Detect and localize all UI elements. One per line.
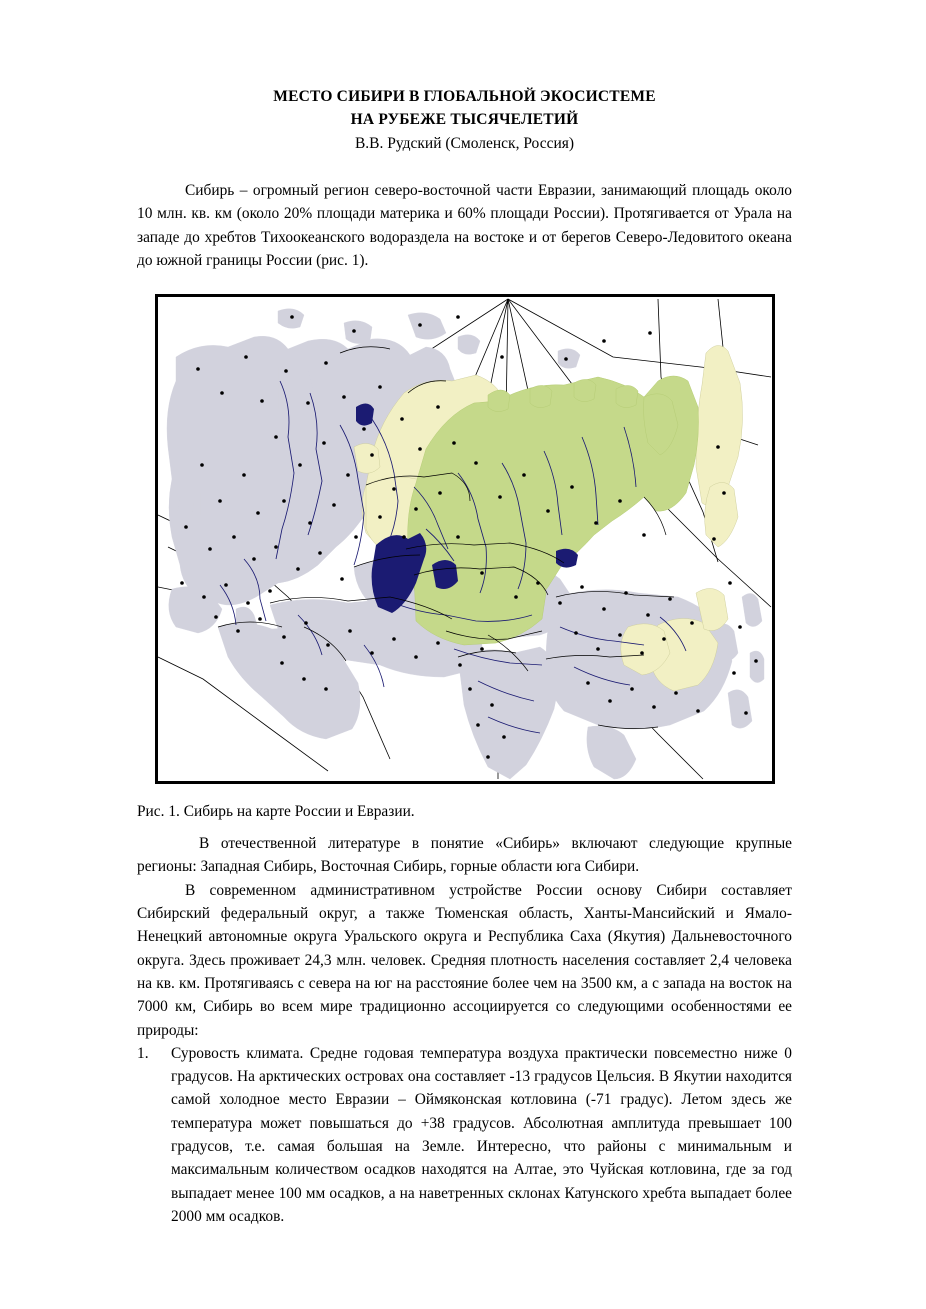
page-content bbox=[137, 86, 792, 1228]
author-byline: В.В. Рудский (Смоленск, Россия) bbox=[354, 135, 575, 152]
aral-sea bbox=[432, 560, 458, 589]
list-item bbox=[137, 1042, 792, 1228]
paragraph-intro: Сибирь – огромный регион северо-восточной части Евразии, занимающий площадь около 10 млн. кв. км (около 20% площади материка и 60% площади России). Протягивается от Урала на западе до хребтов Тихоокеанского водораздела на востоке и от берегов Северо-Ледовитого океана до южной границы России (рис. 1). bbox=[137, 182, 792, 269]
map-image bbox=[155, 294, 775, 784]
northern-lake bbox=[356, 404, 374, 426]
eurasia-map-svg bbox=[158, 297, 772, 781]
paragraph-regions: В отечественной литературе в понятие «Сибирь» включают следующие крупные регионы: Западная Сибирь, Восточная Сибирь, горные области юга Сибири. bbox=[137, 835, 792, 876]
list-item-number: 1. bbox=[137, 1044, 149, 1062]
figure-1 bbox=[137, 294, 792, 784]
title-line-2: НА РУБЕЖЕ ТЫСЯЧЕЛЕТИЙ bbox=[350, 110, 579, 128]
page-title bbox=[137, 86, 792, 131]
figure-caption: Рис. 1. Сибирь на карте России и Евразии. bbox=[137, 803, 415, 821]
list-item-text: Суровость климата. Средне годовая температура воздуха практически повсеместно ниже 0 градусов. На арктических островах она составляет -13 градусов Цельсия. В Якутии находится самой холодное место Евразии – Оймяконская котловина (-71 градус). Летом здесь же температура может повышаться до +38 градусов. Абсолютная амплитуда превышает 100 градусов, т.е. самая большая на Земле. Интересно, что районы с минимальным и максимальным количеством осадков находятся на Алтае, это Чуйская котловина, где за год выпадает менее 100 мм осадков, а на наветренных склонах Катунского хребта выпадает более 2000 мм осадков. bbox=[171, 1044, 792, 1225]
paragraph-administrative: В современном административном устройстве России основу Сибири составляет Сибирский федеральный округ, а также Тюменская область, Ханты-Мансийский и Ямало-Ненецкий автономные округа Уральского округа и Республика Саха (Якутия) Дальневосточного округа. Здесь проживает 24,3 млн. человек. Средняя плотность населения составляет 2,4 человека на кв. км. Протягиваясь с севера на юг на расстояние более чем на 3500 км, а с запада на восток на 7000 км, Сибирь во всем мире традиционно ассоциируется со следующими особенностями ее природы: bbox=[137, 881, 792, 1039]
title-line-1: МЕСТО СИБИРИ В ГЛОБАЛЬНОЙ ЭКОСИСТЕМЕ bbox=[273, 88, 656, 105]
features-list bbox=[137, 1042, 792, 1228]
